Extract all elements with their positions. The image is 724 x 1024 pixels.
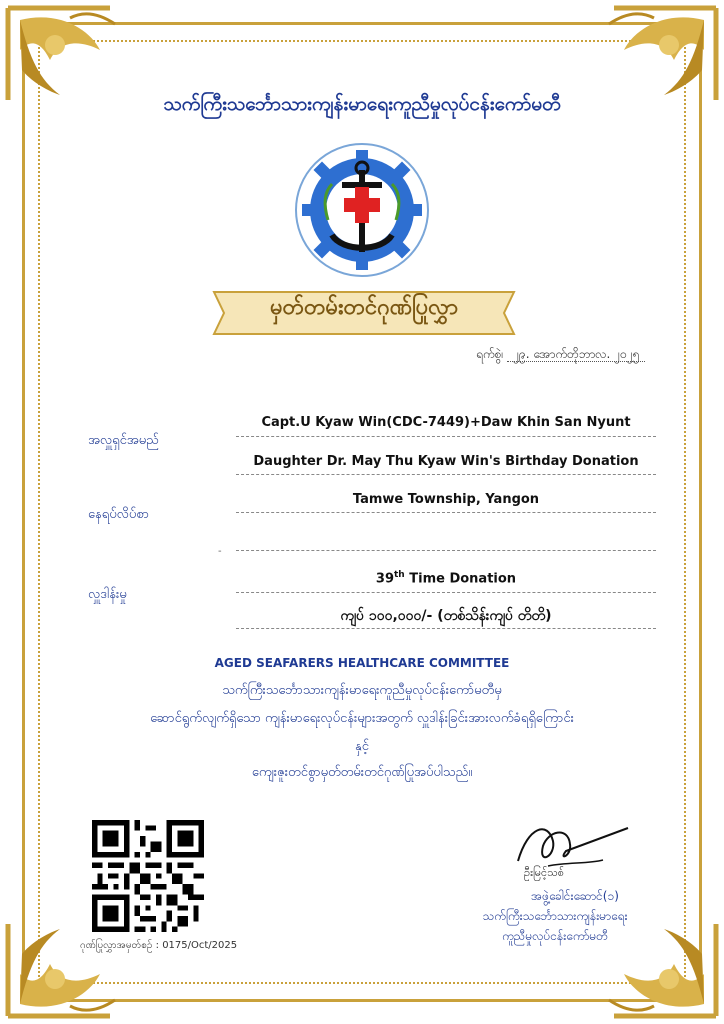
signatory-org-line-2: ကူညီမှုလုပ်ငန်းကော်မတီ — [502, 929, 608, 943]
donor-line — [236, 436, 656, 437]
date-row — [476, 346, 645, 364]
donor-name: Capt.U Kyaw Win(CDC-7449)+Daw Khin San Nyunt — [261, 415, 631, 430]
donation-occasion: Daughter Dr. May Thu Kyaw Win's Birthday Donation — [253, 454, 639, 469]
committee-name-english: AGED SEAFARERS HEALTHCARE COMMITTEE — [214, 656, 510, 670]
amount-line — [236, 628, 656, 629]
donation-count-text: Time Donation — [404, 571, 517, 587]
address-value: Tamwe Township, Yangon — [352, 492, 540, 507]
donor-label: အလှူရှင်အမည် — [88, 433, 159, 448]
certificate-title: မှတ်တမ်းတင်ဂုဏ်ပြုလွှာ — [270, 295, 458, 320]
footer-line-1: သက်ကြီးသင်္ဘောသားကျန်းမာရေးကူညီမှုလုပ်ငန်းကော်မတီမှ — [222, 683, 502, 698]
donation-count — [236, 570, 656, 586]
donation-line — [236, 592, 656, 593]
address-line — [236, 512, 656, 513]
qr-code[interactable] — [92, 820, 204, 932]
committee-logo — [292, 140, 432, 280]
occasion-line — [236, 474, 656, 475]
footer-line-3: နှင့် — [355, 739, 369, 754]
footer-line-2: ဆောင်ရွက်လျက်ရှိသော ကျန်းမာရေးလုပ်ငန်းများအတွက် လှူဒါန်းခြင်းအားလက်ခံရရှိကြောင်း — [150, 711, 574, 726]
donation-label: လှူဒါန်းမှု — [88, 587, 127, 602]
donation-amount: ကျပ် ၁၀၀,၀၀၀/- (တစ်သိန်းကျပ် တိတိ) — [340, 608, 552, 624]
date-value: ၂၉. အောက်တိုဘာလ. ၂၀၂၅ — [507, 347, 645, 362]
donation-count-number: 39 — [375, 571, 394, 587]
signatory-title: အဖွဲ့ခေါင်းဆောင်(၁) — [531, 889, 619, 903]
address-label: နေရပ်လိပ်စာ — [88, 507, 149, 522]
organization-title: သက်ကြီးသင်္ဘောသားကျန်းမာရေးကူညီမှုလုပ်ငန်းကော်မတီ — [163, 93, 561, 115]
donation-count-suffix: th — [394, 570, 405, 580]
address-line-2 — [236, 550, 656, 551]
signatory-org-line-1: သက်ကြီးသင်္ဘောသားကျန်းမာရေး — [482, 909, 628, 923]
date-label: ရက်စွဲ၊ — [476, 347, 504, 361]
footer-line-4: ကျေးဇူးတင်စွာမှတ်တမ်းတင်ဂုဏ်ပြုအပ်ပါသည်။ — [251, 765, 473, 780]
signatory-name: ဦးမြင့်သစ် — [524, 866, 564, 879]
small-mark: - — [218, 546, 222, 557]
certificate-number: ဂုဏ်ပြုလွှာအမှတ်စဉ် : 0175/Oct/2025 — [80, 940, 238, 951]
